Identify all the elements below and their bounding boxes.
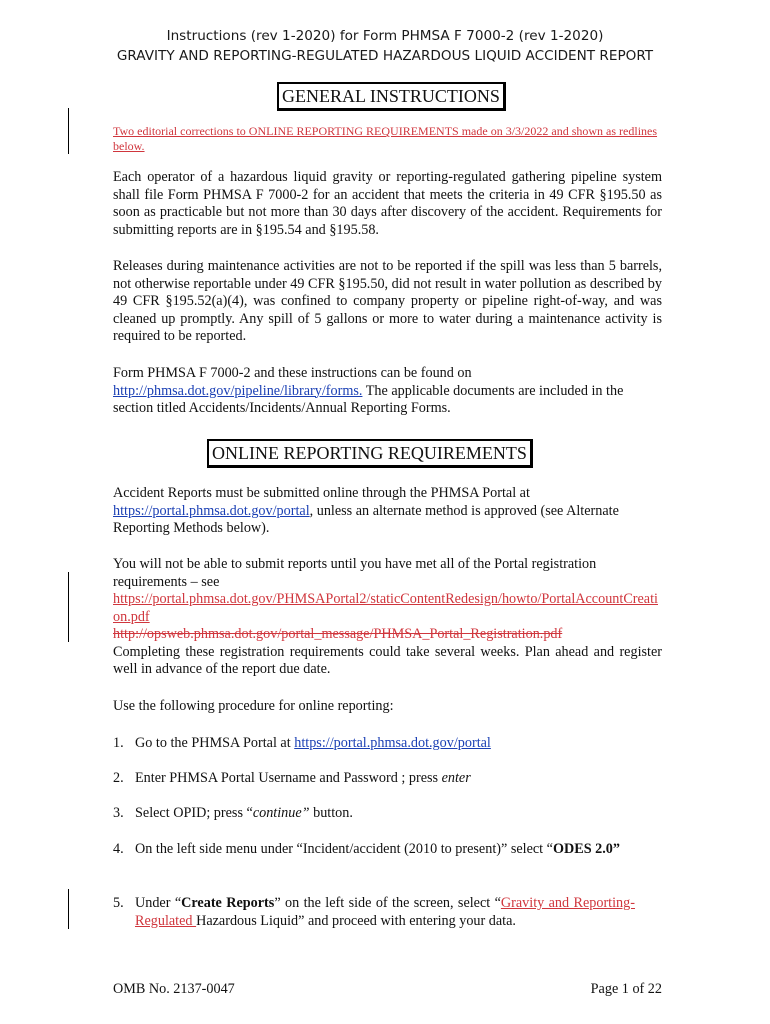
step-after-text: ” on the left side of the screen, select “ (274, 895, 501, 911)
page-number: Page 1 of 22 (590, 981, 662, 997)
change-bar (68, 572, 69, 642)
portal-intro-text: Accident Reports must be submitted online through the PHMSA Portal at (113, 485, 530, 501)
step-number: 5. (113, 895, 124, 911)
registration-advice-text: Completing these registration requirements could take several weeks. Plan ahead and register well in advance of the report due date. (113, 643, 662, 677)
forms-link[interactable]: http://phmsa.dot.gov/pipeline/library/forms. (113, 382, 363, 399)
step-number: 3. (113, 805, 124, 821)
document-header-line2: GRAVITY AND REPORTING-REGULATED HAZARDOUS LIQUID ACCIDENT REPORT (116, 48, 654, 64)
general-paragraph-3 (113, 365, 662, 418)
old-registration-link: http://opsweb.phmsa.dot.gov/portal_message/PHMSA_Portal_Registration.pdf (113, 626, 563, 642)
step-bold-text: Create Reports (181, 895, 275, 911)
omb-number: OMB No. 2137-0047 (113, 981, 235, 997)
step-text: Select OPID; press “ (135, 805, 253, 821)
new-registration-link[interactable]: https://portal.phmsa.dot.gov/PHMSAPortal2/staticContentRedesign/howto/PortalAccountCreation.pdf (113, 591, 658, 625)
registration-intro-text: You will not be able to submit reports until you have met all of the Portal registration requirements – see (113, 556, 597, 590)
online-paragraph-1 (113, 485, 662, 538)
step-number: 2. (113, 770, 124, 786)
step-tail-text: Hazardous Liquid” and proceed with entering your data. (196, 913, 516, 929)
step-italic-text: continue” (252, 805, 310, 821)
step-redline-text: Gravity and Reporting-Regulated (135, 895, 635, 929)
step-bold-text: ODES 2.0” (552, 841, 620, 857)
step-text: On the left side menu under “Incident/accident (2010 to present)” select “ (135, 841, 553, 857)
online-paragraph-2 (113, 556, 662, 679)
change-bar (68, 889, 69, 929)
portal-link[interactable]: https://portal.phmsa.dot.gov/portal (113, 502, 310, 519)
step-text: Under “ (135, 895, 182, 911)
general-instructions-title: GENERAL INSTRUCTIONS (277, 82, 506, 111)
step-number: 4. (113, 841, 124, 857)
portal-suffix-text: , unless an alternate method is approved (see Alternate Reporting Methods below). (113, 502, 619, 536)
editorial-note: Two editorial corrections to ONLINE REPORTING REQUIREMENTS made on 3/3/2022 and shown as redlines below. (113, 124, 658, 153)
step-italic-text: enter (441, 770, 471, 786)
step-text: Go to the PHMSA Portal at (135, 735, 295, 751)
procedure-intro: Use the following procedure for online reporting: (113, 698, 394, 714)
online-reporting-title: ONLINE REPORTING REQUIREMENTS (207, 439, 533, 468)
portal-step-link[interactable]: https://portal.phmsa.dot.gov/portal (294, 735, 491, 751)
general-paragraph-1: Each operator of a hazardous liquid gravity or reporting-regulated gathering pipeline system shall file Form PHMSA F 7000-2 for an accident that meets the criteria in 49 CFR §195.50 as soon as practicable but not more than 30 days after discovery of the accident. Requirements for submitting reports are in §195.54 and §195.58. (113, 169, 662, 238)
document-header-line1: Instructions (rev 1-2020) for Form PHMSA F 7000-2 (rev 1-2020) (166, 28, 604, 44)
step-after-text: button. (309, 805, 353, 821)
forms-intro-text: Form PHMSA F 7000-2 and these instructions can be found on (113, 365, 472, 381)
general-paragraph-2: Releases during maintenance activities are not to be reported if the spill was less than 5 barrels, not otherwise reportable under 49 CFR §195.50, did not result in water pollution as described by 49 CFR §195.52(a)(4), was confined to company property or pipeline right-of-way, and was cleaned up promptly. Any spill of 5 gallons or more to water during a maintenance activity is required to be reported. (113, 258, 662, 344)
step-text: Enter PHMSA Portal Username and Password ; press (135, 770, 442, 786)
forms-suffix-text: The applicable documents are included in the section titled Accidents/Incidents/Annual Reporting Forms. (113, 382, 624, 416)
step-number: 1. (113, 735, 124, 751)
change-bar (68, 108, 69, 154)
